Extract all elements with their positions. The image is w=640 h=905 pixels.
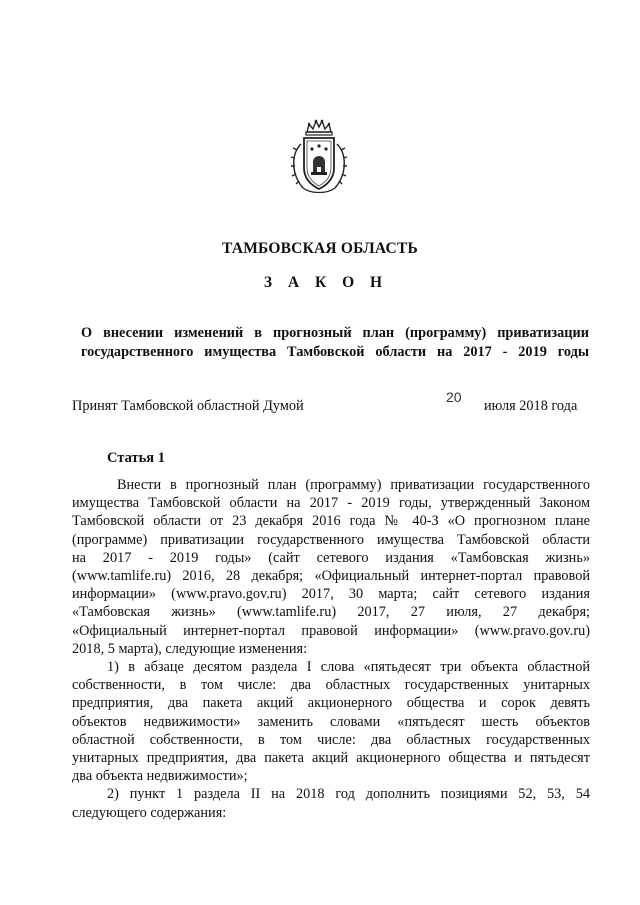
article-item-1 [72, 658, 590, 785]
adopted-month-year: июля 2018 года [484, 398, 578, 414]
article-body [72, 476, 590, 822]
text-line: на 2017 - 2019 годы» (сайт сетевого издания «Тамбовская жизнь» [72, 549, 590, 566]
article-heading: Статья 1 [107, 450, 165, 466]
law-title-line: О внесении изменений в прогнозный план (программу) приватизации [81, 325, 589, 341]
text-line: следующего содержания: [72, 804, 227, 821]
article-intro-paragraph [72, 476, 590, 658]
text-line: 1) в абзаце десятом раздела I слова «пятьдесят три объекта областной [107, 659, 590, 676]
tambov-coat-of-arms-icon [283, 118, 355, 198]
text-line: (программе) приватизации государственного имущества Тамбовской области [72, 531, 590, 548]
text-line: имущества Тамбовской области на 2017 - 2019 годы, утвержденный Законом [72, 495, 590, 512]
text-line: «Тамбовская жизнь» (www.tamlife.ru) 2017, 27 июля, 27 декабря; [72, 604, 590, 621]
adopted-by-label: Принят Тамбовской областной Думой [72, 398, 304, 414]
text-line: Тамбовской области от 23 декабря 2016 года № 40-З «О прогнозном плане [72, 513, 590, 530]
law-title-line: государственного имущества Тамбовской области на 2017 - 2019 годы [81, 344, 589, 360]
text-line: 2) пункт 1 раздела II на 2018 год дополнить позициями 52, 53, 54 [107, 786, 590, 803]
region-name: ТАМБОВСКАЯ ОБЛАСТЬ [222, 240, 418, 257]
text-line: собственности, в том числе: два областных государственных унитарных [72, 677, 590, 694]
text-line: информации» (www.pravo.gov.ru) 2017, 30 марта; сайт сетевого издания [72, 586, 590, 603]
text-line: (www.tamlife.ru) 2016, 28 декабря; «Официальный интернет-портал правовой [72, 568, 590, 585]
text-line: «Официальный интернет-портал правовой информации» (www.pravo.gov.ru) [72, 622, 590, 639]
text-line: предприятия, два пакета акций акционерного общества и сорок девять [72, 695, 590, 712]
article-item-2 [72, 785, 590, 821]
text-line: Внести в прогнозный план (программу) приватизации государственного [117, 477, 590, 493]
text-line: областной собственности, в том числе: два областных государственных [72, 731, 590, 748]
adopted-day: 20 [446, 389, 462, 405]
law-title [81, 324, 589, 362]
text-line: 2018, 5 марта), следующие изменения: [72, 640, 308, 657]
text-line: объектов недвижимости» заменить словами «пятьдесят шесть объектов [72, 713, 590, 730]
document-type: З А К О Н [263, 274, 389, 291]
text-line: унитарных предприятия, два пакета акций акционерного общества и пятьдесят [72, 750, 590, 767]
text-line: два объекта недвижимости»; [72, 768, 248, 785]
